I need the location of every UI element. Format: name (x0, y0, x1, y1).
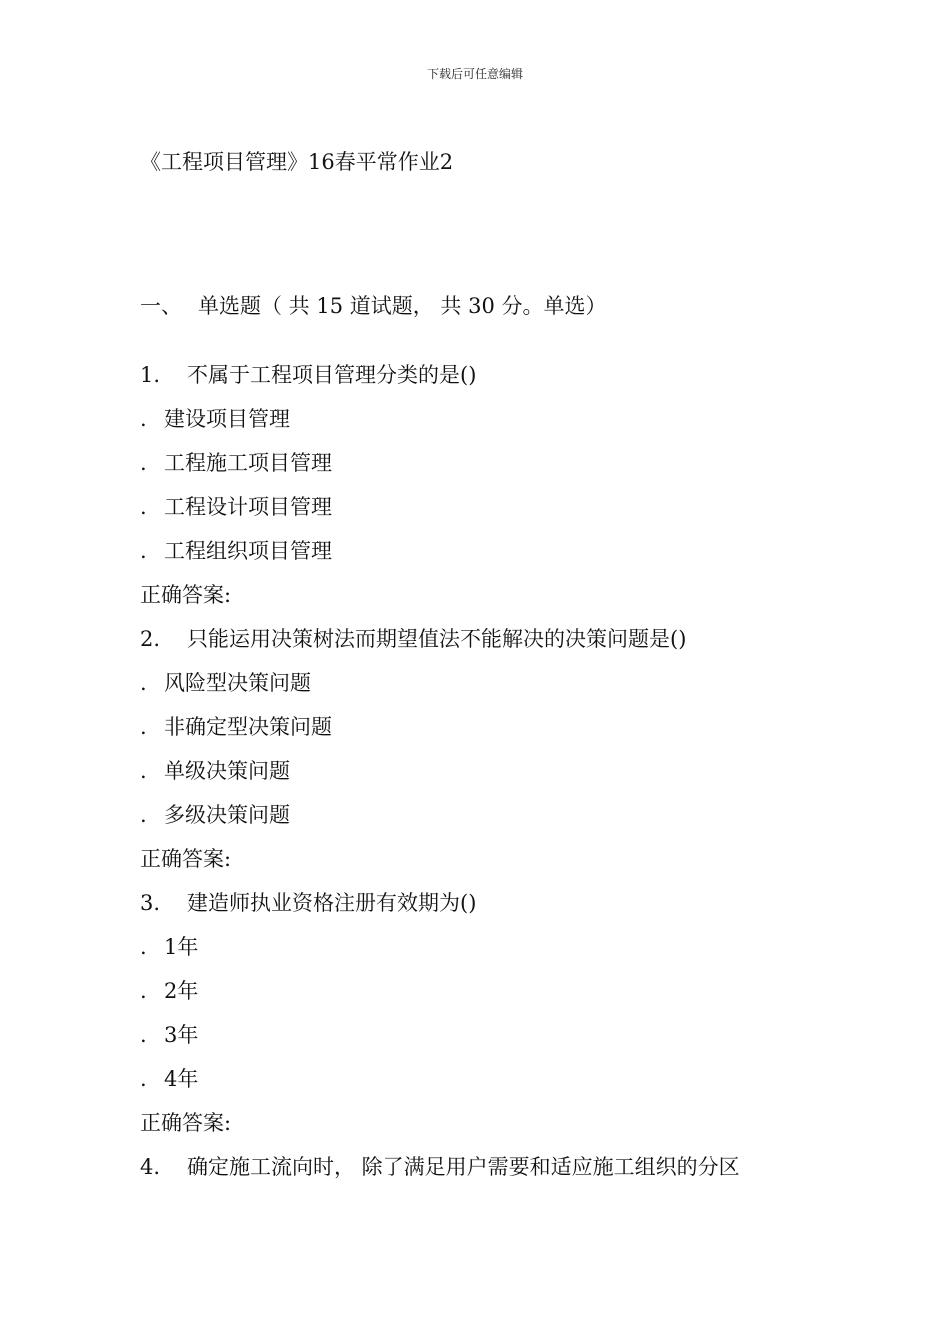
option-text: 3年 (164, 1023, 199, 1047)
question-3 (140, 889, 840, 933)
option-text: 风险型决策问题 (164, 671, 311, 695)
option-marker: . (140, 1067, 147, 1091)
option-marker: . (140, 671, 147, 695)
question-2 (140, 625, 840, 669)
question-text: 只能运用决策树法而期望值法不能解决的决策问题是() (187, 627, 687, 651)
question-1-option-2 (140, 449, 840, 493)
question-3-option-4 (140, 1065, 840, 1109)
option-marker: . (140, 759, 147, 783)
option-marker: . (140, 407, 147, 431)
question-2-option-2 (140, 713, 840, 757)
option-text: 4年 (164, 1067, 199, 1091)
question-3-option-2 (140, 977, 840, 1021)
question-text: 不属于工程项目管理分类的是() (187, 363, 477, 387)
question-1-option-4 (140, 537, 840, 581)
option-text: 非确定型决策问题 (164, 715, 332, 739)
question-1-option-1 (140, 405, 840, 449)
option-text: 工程组织项目管理 (164, 539, 332, 563)
question-1-option-3 (140, 493, 840, 537)
answer-label: 正确答案: (140, 583, 232, 607)
option-marker: . (140, 803, 147, 827)
option-text: 工程施工项目管理 (164, 451, 332, 475)
question-number: 2. (140, 627, 161, 651)
option-text: 1年 (164, 935, 199, 959)
question-number: 3. (140, 891, 161, 915)
question-4 (140, 1153, 840, 1197)
option-text: 单级决策问题 (164, 759, 290, 783)
question-2-option-4 (140, 801, 840, 845)
document-title: 《工程项目管理》16春平常作业2 (140, 150, 454, 174)
question-2-option-3 (140, 757, 840, 801)
question-text: 确定施工流向时， 除了满足用户需要和适应施工组织的分区 (187, 1155, 740, 1179)
question-text: 建造师执业资格注册有效期为() (187, 891, 477, 915)
question-3-option-1 (140, 933, 840, 977)
option-marker: . (140, 935, 147, 959)
option-marker: . (140, 451, 147, 475)
option-marker: . (140, 715, 147, 739)
question-number: 1. (140, 363, 161, 387)
option-marker: . (140, 495, 147, 519)
option-text: 工程设计项目管理 (164, 495, 332, 519)
option-text: 建设项目管理 (164, 407, 290, 431)
header-note: 下载后可任意编辑 (426, 67, 523, 81)
question-3-option-3 (140, 1021, 840, 1065)
section-heading (140, 292, 607, 320)
question-1 (140, 361, 840, 405)
option-marker: . (140, 539, 147, 563)
question-list (140, 361, 840, 1197)
option-text: 多级决策问题 (164, 803, 290, 827)
answer-label: 正确答案: (140, 847, 232, 871)
answer-label: 正确答案: (140, 1111, 232, 1135)
section-number: 一、 (140, 294, 182, 318)
option-marker: . (140, 979, 147, 1003)
option-marker: . (140, 1023, 147, 1047)
question-number: 4. (140, 1155, 161, 1179)
question-2-option-1 (140, 669, 840, 713)
option-text: 2年 (164, 979, 199, 1003)
section-text: 单选题（ 共 15 道试题， 共 30 分。单选） (198, 294, 607, 318)
